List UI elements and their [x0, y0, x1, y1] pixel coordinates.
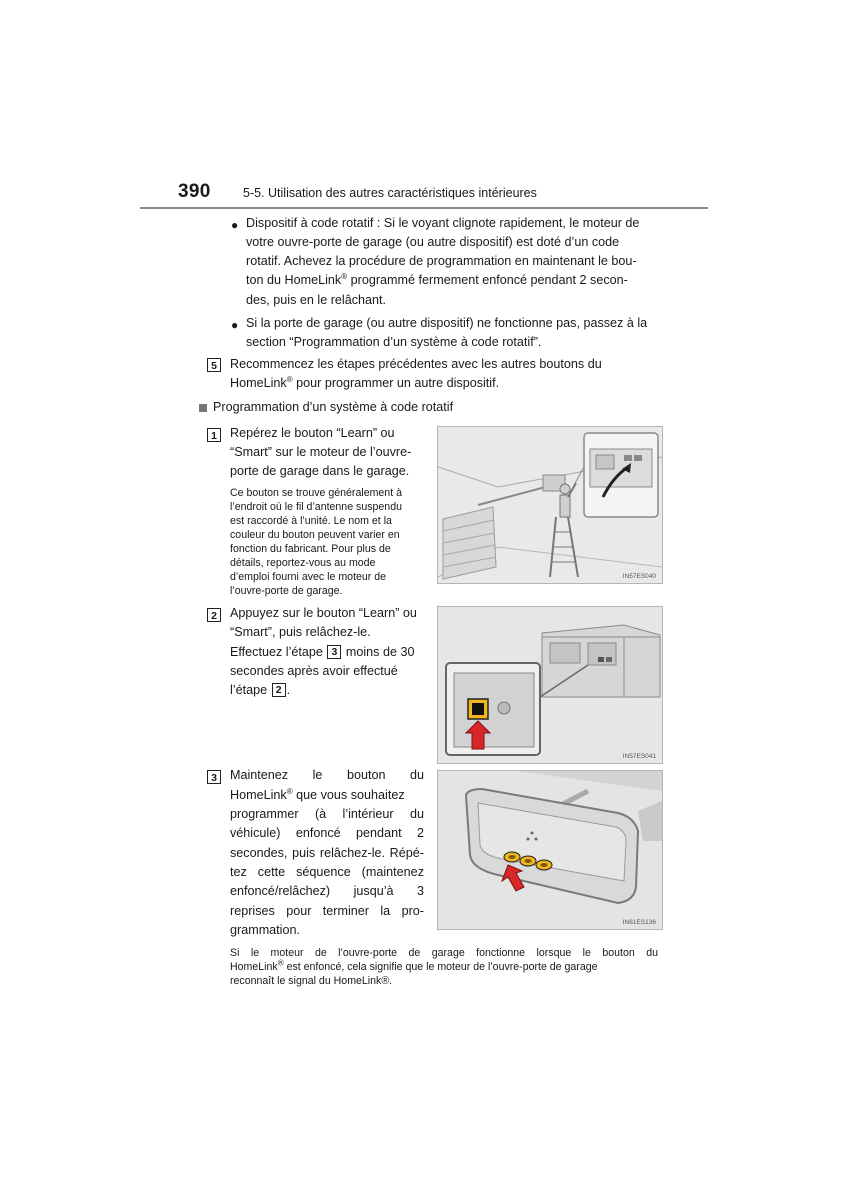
step3-line: tez cette séquence (maintenez [230, 865, 424, 879]
text-homelink: HomeLink [230, 788, 287, 802]
header-rule [140, 207, 708, 209]
step2-line: secondes après avoir effectué [230, 664, 398, 678]
step2-line: Appuyez sur le bouton “Learn” ou [230, 606, 417, 620]
registered-mark: ® [286, 374, 293, 384]
note-line: l’ouvre-porte de garage. [230, 585, 343, 597]
note-line [230, 958, 658, 975]
text-line: votre ouvre-porte de garage (ou autre dispositif) est doté d’un code [246, 235, 620, 249]
note-line: Si le moteur de l’ouvre-porte de garage fonctionne lorsque le bouton du [230, 947, 658, 959]
figure-homelink-mirror [437, 770, 663, 930]
step1-line: Repérez le bouton “Learn” ou [230, 426, 395, 440]
note-line: Ce bouton se trouve généralement à [230, 487, 402, 499]
registered-mark: ® [277, 958, 284, 968]
note-line: l’endroit où le fil d’antenne suspendu [230, 501, 402, 513]
text-line: section “Programmation d’un système à code rotatif”. [246, 335, 542, 349]
step-number-box: 3 [207, 770, 221, 784]
step2-line [230, 681, 424, 700]
step3-line: programmer (à l’intérieur du [230, 807, 424, 821]
step3-line: véhicule) enfoncé pendant 2 [230, 826, 424, 840]
text-fragment: Effectuez l’étape [230, 645, 323, 659]
figure-learn-button [437, 606, 663, 764]
registered-mark: ® [286, 786, 293, 796]
step-number-box: 5 [207, 358, 221, 372]
text-line-rest: que vous souhaitez [296, 788, 405, 802]
step2-line: “Smart”, puis relâchez-le. [230, 625, 371, 639]
subsection-heading: Programmation d’un système à code rotatif [213, 400, 454, 414]
text-line-rest: pour programmer un autre dispositif. [296, 376, 500, 390]
note-line: d’emploi fourni avec le moteur de [230, 571, 387, 583]
bullet-dot-icon: ● [231, 318, 239, 332]
step-number-box: 2 [207, 608, 221, 622]
text-fragment: l’étape [230, 683, 268, 697]
step5-line: Recommencez les étapes précédentes avec les autres boutons du [230, 357, 602, 371]
step3-line [230, 786, 424, 805]
text-line-rest: est enfoncé, cela signifie que le moteur de l’ouvre-porte de garage [286, 961, 598, 973]
figure-code: IN61ES136 [622, 919, 656, 926]
text-fragment: . [286, 683, 291, 697]
bullet-dot-icon: ● [231, 218, 239, 232]
step5-line [230, 374, 658, 393]
section-title: 5-5. Utilisation des autres caractéristiques intérieures [243, 186, 537, 200]
note-line: couleur du bouton peuvent varier en [230, 529, 400, 541]
text-line: Dispositif à code rotatif : Si le voyant clignote rapidement, le moteur de [246, 216, 640, 230]
note-line: est raccordé à l’unité. Le nom et la [230, 515, 392, 527]
registered-mark: ® [341, 271, 348, 281]
figure-code: IN57ES041 [622, 753, 656, 760]
square-bullet-icon [199, 404, 207, 412]
text-homelink: HomeLink [230, 376, 287, 390]
note-line: détails, reportez-vous au mode [230, 557, 376, 569]
text-line: des, puis en le relâchant. [246, 293, 387, 307]
text-line-rest: programmé fermement enfoncé pendant 2 secon- [350, 273, 628, 287]
step-ref-box: 3 [327, 645, 341, 659]
text-line: Si la porte de garage (ou autre dispositif) ne fonctionne pas, passez à la [246, 316, 648, 330]
step3-line: Maintenez le bouton du [230, 768, 424, 782]
step3-line: grammation. [230, 923, 300, 937]
text-line [246, 271, 658, 290]
page-number: 390 [178, 181, 211, 202]
figure-garage-opener [437, 426, 663, 584]
step3-line: reprises pour terminer la pro- [230, 904, 424, 918]
text-homelink: HomeLink [230, 961, 278, 973]
note-line: fonction du fabricant. Pour plus de [230, 543, 391, 555]
step3-line: secondes, puis relâchez-le. Répé- [230, 846, 424, 860]
step1-line: porte de garage dans le garage. [230, 464, 410, 478]
note-line: reconnaît le signal du HomeLink®. [230, 975, 393, 987]
step3-line: enfoncé/relâchez) jusqu’à 3 [230, 884, 424, 898]
text-fragment: moins de 30 [345, 645, 415, 659]
step-number-box: 1 [207, 428, 221, 442]
text-line: rotatif. Achevez la procédure de programmation en maintenant le bou- [246, 254, 637, 268]
step1-line: “Smart” sur le moteur de l’ouvre- [230, 445, 412, 459]
text-homelink: ton du HomeLink [246, 273, 342, 287]
step2-line [230, 643, 424, 662]
figure-code: IN57ES040 [622, 573, 656, 580]
step-ref-box: 2 [272, 683, 286, 697]
